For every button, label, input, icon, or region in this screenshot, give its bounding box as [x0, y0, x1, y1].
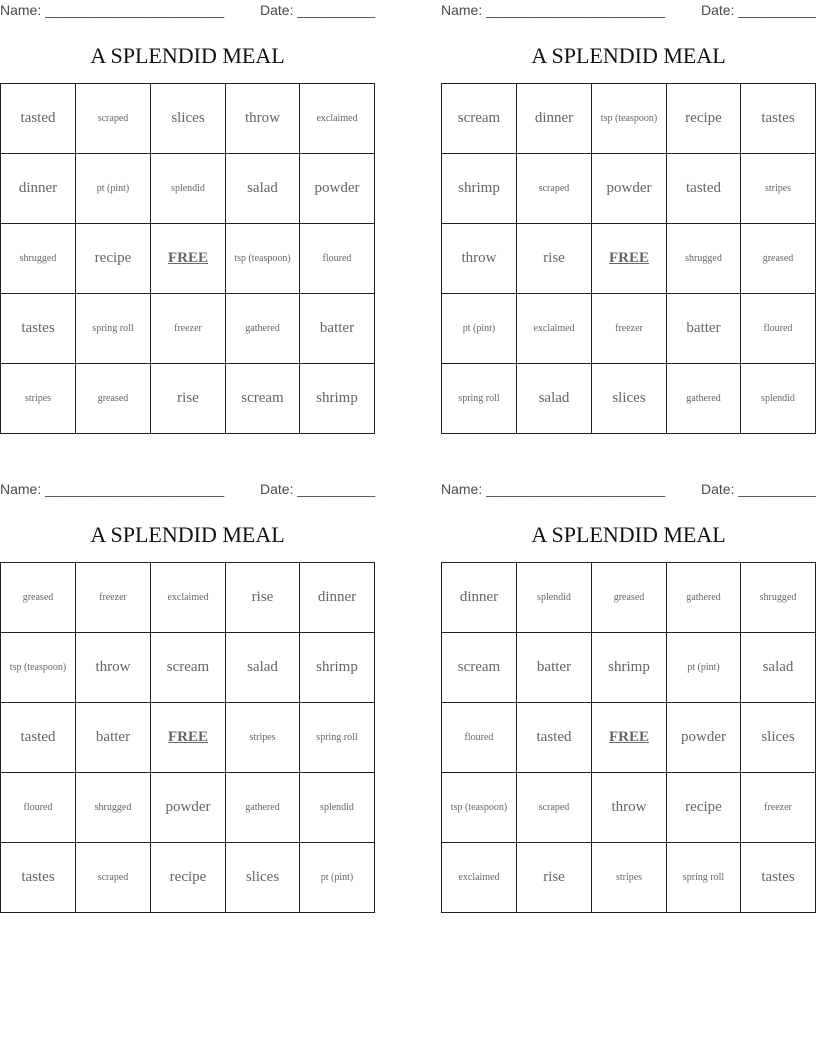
bingo-cell: tasted	[667, 154, 741, 224]
bingo-grid	[0, 83, 375, 434]
bingo-cell: shrugged	[667, 224, 741, 294]
bingo-cell: dinner	[442, 563, 517, 633]
bingo-cell: freezer	[592, 294, 667, 364]
bingo-cell: recipe	[151, 843, 226, 913]
bingo-cell: spring roll	[300, 703, 375, 773]
bingo-cell: rise	[517, 224, 592, 294]
bingo-cell: rise	[151, 364, 226, 434]
name-date-bar	[441, 0, 816, 20]
bingo-grid	[441, 562, 816, 913]
bingo-cell: salad	[226, 154, 300, 224]
bingo-cell: splendid	[151, 154, 226, 224]
bingo-cell: salad	[517, 364, 592, 434]
bingo-cell: pt (pint)	[76, 154, 151, 224]
bingo-cell: greased	[1, 563, 76, 633]
bingo-cell: stripes	[1, 364, 76, 434]
bingo-cell: stripes	[592, 843, 667, 913]
date-field-label: Date: __________	[701, 2, 816, 18]
bingo-cell: shrimp	[442, 154, 517, 224]
card-title: A SPLENDID MEAL	[531, 43, 726, 68]
bingo-cell: dinner	[1, 154, 76, 224]
bingo-cell: powder	[667, 703, 741, 773]
bingo-cell: freezer	[151, 294, 226, 364]
bingo-cell: gathered	[667, 364, 741, 434]
bingo-cell: scraped	[76, 843, 151, 913]
bingo-cell: tsp (teaspoon)	[226, 224, 300, 294]
bingo-cell: exclaimed	[442, 843, 517, 913]
bingo-cell: floured	[741, 294, 816, 364]
bingo-cell: shrimp	[300, 633, 375, 703]
bingo-cell: shrimp	[592, 633, 667, 703]
bingo-cell: tasted	[517, 703, 592, 773]
bingo-cell: shrugged	[76, 773, 151, 843]
bingo-cell: pt (pint)	[300, 843, 375, 913]
bingo-cell: floured	[1, 773, 76, 843]
bingo-cell: salad	[741, 633, 816, 703]
free-space-cell: FREE	[151, 703, 226, 773]
bingo-cell: gathered	[226, 294, 300, 364]
bingo-cell: throw	[442, 224, 517, 294]
bingo-cell: scraped	[517, 773, 592, 843]
bingo-cell: tsp (teaspoon)	[1, 633, 76, 703]
bingo-cell: floured	[442, 703, 517, 773]
bingo-cell: splendid	[517, 563, 592, 633]
bingo-cell: rise	[226, 563, 300, 633]
bingo-cell: floured	[300, 224, 375, 294]
bingo-cell: pt (pint)	[667, 633, 741, 703]
bingo-cell: scream	[151, 633, 226, 703]
name-field-label: Name: _______________________	[0, 2, 225, 18]
bingo-cell: batter	[300, 294, 375, 364]
bingo-cell: greased	[76, 364, 151, 434]
bingo-cell: tastes	[741, 84, 816, 154]
bingo-cell: dinner	[517, 84, 592, 154]
free-space-cell: FREE	[592, 703, 667, 773]
bingo-cell: throw	[76, 633, 151, 703]
bingo-cell: stripes	[741, 154, 816, 224]
bingo-cell: slices	[592, 364, 667, 434]
bingo-cell: powder	[592, 154, 667, 224]
name-field-label: Name: _______________________	[441, 481, 666, 497]
bingo-cell: gathered	[667, 563, 741, 633]
bingo-cell: shrugged	[1, 224, 76, 294]
bingo-cell: stripes	[226, 703, 300, 773]
bingo-cell: scream	[442, 84, 517, 154]
bingo-cell: powder	[151, 773, 226, 843]
name-field-label: Name: _______________________	[441, 2, 666, 18]
bingo-cell: powder	[300, 154, 375, 224]
bingo-cell: rise	[517, 843, 592, 913]
bingo-cell: scream	[442, 633, 517, 703]
date-field-label: Date: __________	[260, 481, 376, 497]
bingo-cell: recipe	[76, 224, 151, 294]
date-field-label: Date: __________	[260, 2, 376, 18]
bingo-cell: recipe	[667, 773, 741, 843]
bingo-cell: exclaimed	[300, 84, 375, 154]
bingo-cell: spring roll	[442, 364, 517, 434]
bingo-cell: shrugged	[741, 563, 816, 633]
bingo-cell: spring roll	[667, 843, 741, 913]
bingo-cell: exclaimed	[517, 294, 592, 364]
bingo-cell: gathered	[226, 773, 300, 843]
bingo-cell: throw	[592, 773, 667, 843]
bingo-cell: tastes	[1, 294, 76, 364]
bingo-cell: spring roll	[76, 294, 151, 364]
date-field-label: Date: __________	[701, 481, 816, 497]
bingo-cell: tasted	[1, 84, 76, 154]
bingo-cell: slices	[151, 84, 226, 154]
bingo-cell: recipe	[667, 84, 741, 154]
name-date-bar	[0, 479, 375, 499]
bingo-cell: dinner	[300, 563, 375, 633]
bingo-cell: scream	[226, 364, 300, 434]
name-date-bar	[0, 0, 375, 20]
bingo-cell: greased	[592, 563, 667, 633]
bingo-cell: pt (pint)	[442, 294, 517, 364]
bingo-cell: slices	[226, 843, 300, 913]
bingo-cell: shrimp	[300, 364, 375, 434]
bingo-cell: freezer	[76, 563, 151, 633]
bingo-cell: splendid	[300, 773, 375, 843]
bingo-cell: scraped	[517, 154, 592, 224]
bingo-cell: tasted	[1, 703, 76, 773]
free-space-cell: FREE	[592, 224, 667, 294]
bingo-grid	[0, 562, 375, 913]
free-space-cell: FREE	[151, 224, 226, 294]
bingo-cell: tastes	[741, 843, 816, 913]
bingo-cell: tsp (teaspoon)	[592, 84, 667, 154]
bingo-cell: batter	[667, 294, 741, 364]
card-title: A SPLENDID MEAL	[90, 522, 285, 547]
bingo-grid	[441, 83, 816, 434]
bingo-cell: greased	[741, 224, 816, 294]
card-title: A SPLENDID MEAL	[531, 522, 726, 547]
name-field-label: Name: _______________________	[0, 481, 225, 497]
bingo-cell: scraped	[76, 84, 151, 154]
bingo-cell: slices	[741, 703, 816, 773]
card-title: A SPLENDID MEAL	[90, 43, 285, 68]
bingo-cell: exclaimed	[151, 563, 226, 633]
name-date-bar	[441, 479, 816, 499]
bingo-cell: batter	[76, 703, 151, 773]
bingo-cell: splendid	[741, 364, 816, 434]
bingo-cell: freezer	[741, 773, 816, 843]
bingo-cell: tsp (teaspoon)	[442, 773, 517, 843]
bingo-cell: salad	[226, 633, 300, 703]
bingo-cell: throw	[226, 84, 300, 154]
bingo-cell: batter	[517, 633, 592, 703]
bingo-cell: tastes	[1, 843, 76, 913]
